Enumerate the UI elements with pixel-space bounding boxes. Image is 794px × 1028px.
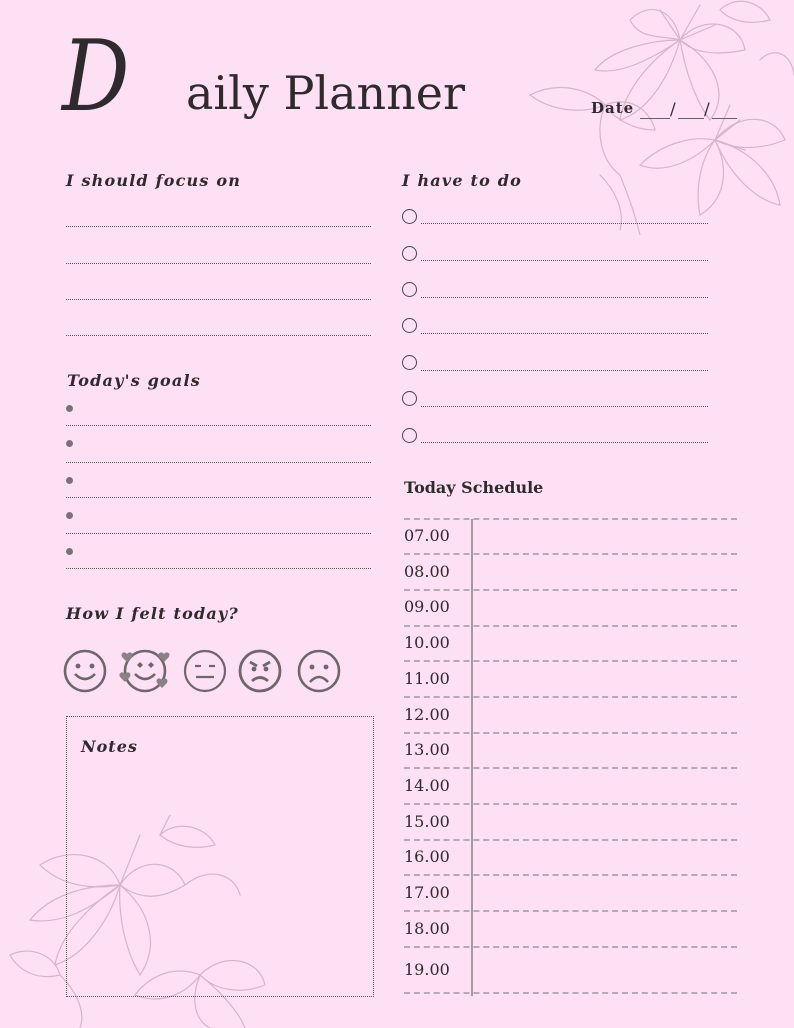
goals-heading: Today's goals [67,371,201,390]
todo-line[interactable] [421,223,708,224]
todo-checkbox[interactable] [402,282,417,297]
schedule-row-separator [404,696,737,698]
goal-line[interactable] [66,533,371,534]
todo-line[interactable] [421,370,708,371]
schedule-time: 08.00 [404,562,450,581]
page-title: aily Planner [186,66,466,120]
mood-heading: How I felt today? [66,604,239,623]
goal-line[interactable] [66,462,371,463]
schedule-row-separator [404,839,737,841]
todo-line[interactable] [421,297,708,298]
date-month-field[interactable] [678,118,704,119]
todo-checkbox[interactable] [402,391,417,406]
schedule-row-separator [404,946,737,948]
schedule-heading: Today Schedule [404,478,544,497]
date-label: Date [591,99,635,117]
schedule-time: 15.00 [404,812,450,831]
schedule-row-separator [404,910,737,912]
smiling-face-icon[interactable] [62,648,108,694]
title-initial-d: D [62,20,130,134]
schedule-row-separator [404,518,737,520]
date-day-field[interactable] [640,118,670,119]
sad-face-icon[interactable] [296,648,342,694]
neutral-face-icon[interactable] [182,648,228,694]
schedule-time: 07.00 [404,526,450,545]
goal-line[interactable] [66,568,371,569]
todo-checkbox[interactable] [402,428,417,443]
todo-checkbox[interactable] [402,209,417,224]
goal-line[interactable] [66,497,371,498]
date-separator: / [704,100,710,120]
angry-face-icon[interactable] [237,648,283,694]
goal-bullet [66,477,73,484]
in-love-face-icon[interactable] [118,646,174,696]
focus-heading: I should focus on [66,171,242,190]
goal-bullet [66,440,73,447]
todo-line[interactable] [421,260,708,261]
focus-line[interactable] [66,263,371,264]
schedule-time: 10.00 [404,633,450,652]
todo-line[interactable] [421,406,708,407]
schedule-time: 19.00 [404,960,450,979]
schedule-row-separator [404,803,737,805]
schedule-time: 14.00 [404,776,450,795]
notes-heading: Notes [81,737,138,756]
schedule-row-separator [404,767,737,769]
todo-heading: I have to do [402,171,522,190]
date-year-field[interactable] [712,118,737,119]
schedule-time: 18.00 [404,919,450,938]
focus-line[interactable] [66,299,371,300]
schedule-time: 09.00 [404,597,450,616]
schedule-time: 11.00 [404,669,450,688]
schedule-row-separator [404,625,737,627]
todo-line[interactable] [421,442,708,443]
schedule-row-separator [404,992,737,994]
goal-bullet [66,548,73,555]
date-separator: / [670,100,676,120]
schedule-row-separator [404,732,737,734]
focus-line[interactable] [66,335,371,336]
todo-checkbox[interactable] [402,355,417,370]
todo-checkbox[interactable] [402,318,417,333]
schedule-row-separator [404,553,737,555]
goal-bullet [66,512,73,519]
schedule-row-separator [404,874,737,876]
todo-checkbox[interactable] [402,246,417,261]
schedule-time: 13.00 [404,740,450,759]
goal-line[interactable] [66,425,371,426]
schedule-time: 16.00 [404,847,450,866]
schedule-time: 12.00 [404,705,450,724]
schedule-row-separator [404,589,737,591]
schedule-row-separator [404,660,737,662]
focus-line[interactable] [66,226,371,227]
todo-line[interactable] [421,333,708,334]
goal-bullet [66,405,73,412]
notes-box[interactable] [66,716,374,997]
schedule-time: 17.00 [404,883,450,902]
